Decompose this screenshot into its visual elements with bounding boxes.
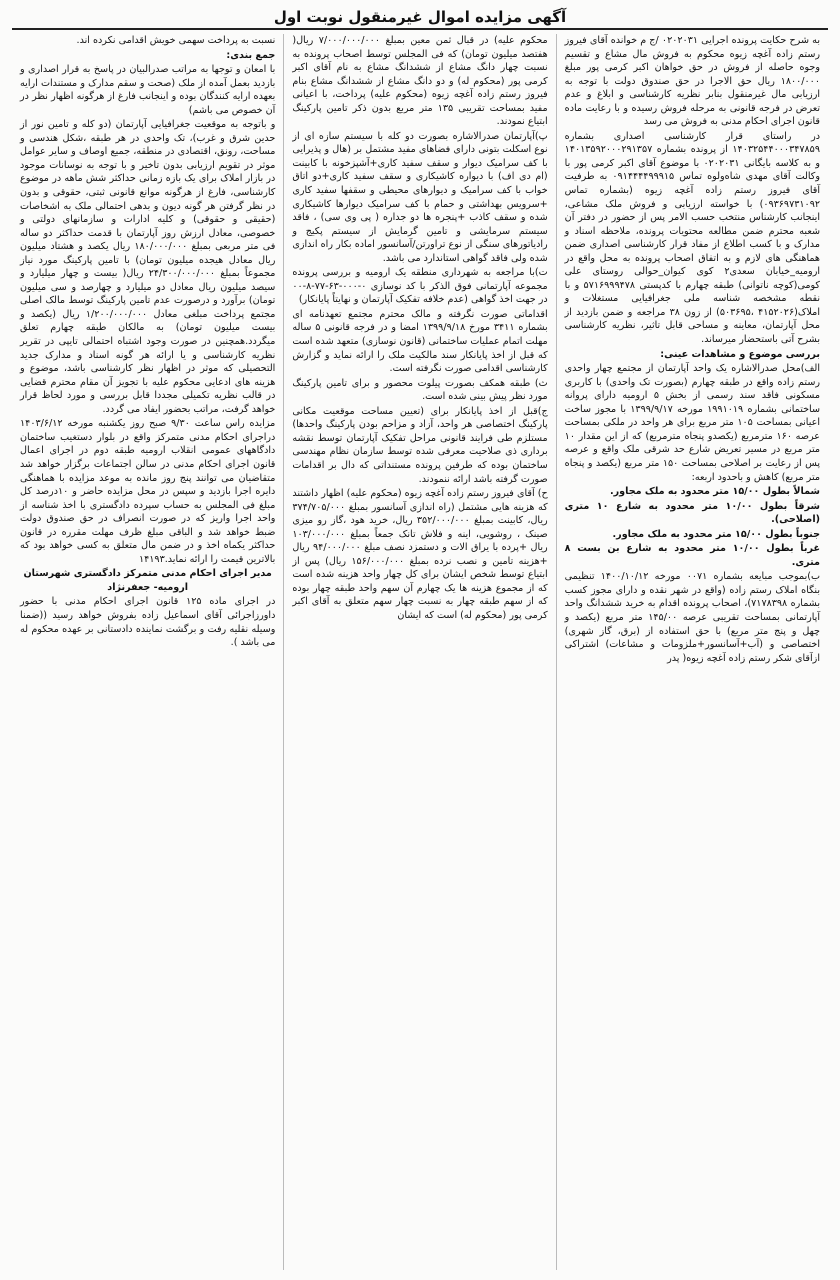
notice-columns bbox=[12, 34, 828, 1270]
paragraph: به شرح حکایت پرونده اجرایی ۰۲۰۲۰۳۱ /ج م خوانده آقای فیروز رستم زاده آغچه زیوه محکوم به فروش مال مشاع و تقسیم وجوه حاصله از فروش در حق خواهان اکبر کرمی پور مبلغ ۱۸۰۰/۰۰۰ ریال حق الاجرا در حق صندوق دولت با توجه به ارزیابی مال غیرمنقول بنابر نظریه کارشناسی و ابلاغ و عدم تعرض در فرجه قانونی به مرحله فروش رسیده و با رعایت ماده قانون اجرای احکام مدنی به فروش می رسد bbox=[564, 35, 820, 128]
boundary-east: شرقاً بطول ۱۰/۰۰ متر محدود به شارع ۱۰ متری (اصلاحی). bbox=[564, 500, 820, 526]
boundary-south: جنوباً بطول ۱۵/۰۰ متر محدود به ملک مجاور. bbox=[612, 528, 820, 540]
column-left bbox=[12, 34, 284, 1270]
section-heading: جمع بندی: bbox=[226, 49, 276, 61]
paragraph: الف)محل صدرالاشاره یک واحد آپارتمان از مجتمع چهار واحدی رستم زاده واقع در طبقه چهارم (بصورت تک واحدی) با کاربری مسکونی فاقد سند رسمی از بخش ۵ ارومیه دارای پروانه ساختمانی بشماره ۱۹۹۱۰۱۹ مورخه ۱۳۹۹/۹/۱۷ با مجوز ساخت اعیانی بمساحت ۱۰۵ متر مربع برای هر واحد در ملکی بمساحت عرصه ۱۶۰ مترمربع (یکصدو پنجاه مترمربع) که از این مقدار ۱۰ متر مربع در مسیر تعریض شارع حد شرقی ملک واقع و عرصه پس از رعایت بر اصلاحی بمساحت ۱۵۰ متر مربع (یکصد و پنجاه متر مربع) کاهش و باحدود اربعه: bbox=[564, 363, 820, 483]
column-middle bbox=[284, 34, 556, 1270]
paragraph: اقداماتی صورت نگرفته و مالک محترم مجتمع تعهدنامه ای بشماره ۳۴۱۱ مورخ ۱۳۹۹/۹/۱۸ امضا و در فرجه قانونی ۵ ساله مهلت اتمام عملیات ساختمانی (قانون نوسازی) متعهد شده است که قبل از اخذ پایانکار سند مالکیت ملک را ارائه نماید و گزارش کارشناسی اقدامی صورت نگرفته است. bbox=[292, 308, 548, 375]
paragraph: ث) طبقه همکف بصورت پیلوت محصور و برای تامین پارکینگ مورد نظر پیش بینی شده است. bbox=[292, 377, 548, 403]
signature-line: مدیر اجرای احکام مدنی متمرکز دادگستری شهرستان ارومیه- جعفرنژاد bbox=[23, 568, 272, 593]
paragraph: ح) آقای فیروز رستم زاده آغچه زیوه (محکوم علیه) اظهار داشتند که هزینه هایی مشتمل (راه اندازی آسانسور بمبلغ ۳۷۴/۷۰۵/۰۰۰ ریال، کابینت بمبلغ ۳۵۲/۰۰۰/۰۰۰ ریال، خرید هود ،گاز رو میزی صینک ، روشویی، اینه و فلاش تانک جمعاً بمبلغ ۱۰۳/۰۰۰/۰۰۰ ریال +پرده با یراق الات و دستمزد نصف مبلغ ۹۴/۰۰۰/۰۰۰ ریال +هزینه تامین و نصب نرده بمبلغ ۱۵۶/۰۰۰/۰۰۰ ریال) پس از ابتیاع توسط شخص ایشان برای کل چهار واحد هزینه شده است که از مجموع هزینه ها یک چهارم آن سهم واحد طبقه چهار بوده که از سهم طبقه چهار به نسبت چهار سهم متعلق به آقای اکبر کرمی پور (محکوم له) است که ایشان bbox=[292, 488, 548, 621]
section-heading: بررسی موضوع و مشاهدات عینی: bbox=[660, 348, 820, 360]
paragraph: و باتوجه به موقعیت جغرافیایی آپارتمان (دو کله و تامین نور از حدین شرق و غرب)، تک واحدی در هر طبقه ،شکل هندسی و مساحت، رونق، اقتصادی در منطقه، جمیع اوصاف و سایر عوامل موثر در تقویم ارزیابی بدون تاخیر و با توجه به نوسانات موجود در بازار املاک برای یک بازه زمانی حداکثر شش ماهه در موضوع کارشناسی، فارغ از هرگونه موانع قانونی ثبتی، حقوقی و بدون در نظر گرفتن هر گونه دیون و بدهی احتمالی ملک به اشخاصات (حقیقی و حقوقی) و کلیه ادارات و سازمانهای دولتی و خصوصی، معادل ارزش روز آپارتمان با قدمت حداکثر دو ساله فی متر مربعی بمبلغ ۱۸۰/۰۰۰/۰۰۰ ریال یکصد و هشتاد میلیون ریال معادل هیجده میلیون تومان) با تامین پارکینگ مورد نیاز مجموعاً بمبلغ ۲۴/۳۰۰/۰۰۰/۰۰۰ ریال( بیست و چهار میلیارد و سیصد میلیون ریال معادل دو میلیارد و چهارصد و سی میلیون تومان) برآورد و درصورت عدم تامین پارکینگ توسط مالک اصلی مجتمع پرداخت مبلغی معادل ۱/۲۰۰/۰۰۰/۰۰۰ ریال (یکصد و بیست میلیون تومان) به مالکان طبقه چهارم تعلق میگردد.همچنین در صورت وجود اشتباه احتمالی تایپی در تقریر نظریه کارشناسی و یا ارائه هر گونه اسناد و مدارک جدید التحصیلی که موثر در اظهار نظر کارشناسی باشد، موضوع و هزینه های ادعایی محکوم علیه با تجویز آن مقام محترم قضایی در قالب نظریه تکمیلی مجددا قابل بررسی و مورد لحاظ قرار خواهد گرفت، مراتب بحضور ایفاد می گردد. bbox=[20, 119, 276, 415]
paragraph: ج)قبل از اخذ پایانکار برای (تعیین مساحت موقعیت مکانی پارکینگ اختصاصی هر واحد، آزاد و مزاحم بودن پارکینگ واحدها) مستلزم طی فرایند قانونی مراحل تفکیک آپارتمان توسط نقشه برداری ذی صلاحیت معرفی شده توسط سازمان نظام مهندسی ساختمان بوده که طرفین پرونده مستنداتی که دال بر اقدامات صورت گرفته باشد ارائه ننمودند. bbox=[292, 405, 548, 485]
paragraph: با امعان و توجها به مراتب صدرالبیان در پاسخ به قرار اصداری و بازدید بعمل آمده از ملک (صحت و سقم مدارک و مستندات ارایه بعهده ارایه کنندگان بوده و اینجانب فارغ از هرگونه اظهار نظر در آن خصوص می باشم) bbox=[20, 64, 276, 116]
boundary-north: شمالاً بطول ۱۵/۰۰ متر محدود به ملک مجاور. bbox=[609, 486, 820, 498]
paragraph: پ)آپارتمان صدرالاشاره بصورت دو کله با سیستم سازه ای از نوع اسکلت بتونی دارای فضاهای مفید مشتمل بر (هال و پذیرایی با کف سرامیک دیوار و سقف سفید کاری+آشپزخونه با کابینت (ام دی اف) با دیواره کاشیکاری و سقف سفید کاری+دو اتاق خواب با کف سرامیک و دیوارهای محیطی و سقفها سفید کاری +سرویس بهداشتی و حمام با کف سرامیک دیوارها کاشیکاری شده و سقف کاذب +پنجره ها دو جداره ( پی وی سی) ، فاقد سیستم سرمایشی و تامین گرمایش از سیستم پکیج و رادیاتورهای سنگی از نوع تراورتن/آسانسور اماده بکار راه اندازی شده ولی فاقد گواهی استاندارد می باشد. bbox=[292, 130, 548, 264]
paragraph: در اجرای ماده ۱۲۵ قانون اجرای احکام مدنی با حضور داورزاجرائی آقای اسماعیل زاده بفروش خواهد رسید ((ضمنا وسیله نقلیه رفت و برگشت نماینده دادستانی بر عهده محکوم له می باشد ). bbox=[20, 596, 276, 649]
paragraph: ب)بموجب مبایعه بشماره ۰۰۷۱ مورخه ۱۴۰۰/۱۰/۱۲ تنظیمی بنگاه املاک رستم زاده (واقع در شهر نقده و دارای مجوز کسب بشماره ۷۱۷۸۳۹۸)، اصحاب پرونده اقدام به خرید ششدانگ واحد آپارتمانی بمساحت تقریبی عرصه ۱۴۵/۰۰ متر مربع (یکصد و چهل و پنج متر مربع) با حق استفاده از (برق، گاز شهری) اختصاصی و (آب+آسانسور+ملزومات و مشاعات) اشتراکی ازآقای شکر رستم زاده آغچه زیوه( پدر bbox=[564, 571, 821, 664]
paragraph: نسبت به پرداخت سهمی خویش اقدامی نکرده اند. bbox=[76, 35, 276, 46]
paragraph: ت)با مراجعه به شهرداری منطقه یک ارومیه و بررسی پرونده مجموعه آپارتمانی فوق الذکر با کد نوسازی ۰-۰۰۰-۶۳-۷۷-۸-۰۰ در جهت اخذ گواهی (عدم خلافه تفکیک آپارتمان و نهایتاً پایانکار) bbox=[292, 267, 548, 306]
column-right bbox=[557, 34, 828, 1270]
notice-title: آگهی مزایده اموال غیرمنقول نوبت اول bbox=[273, 8, 567, 26]
boundary-west: غرباً بطول ۱۰/۰۰ متر محدود به شارع بن بست ۸ متری. bbox=[564, 543, 820, 568]
title-bar bbox=[12, 6, 828, 30]
paragraph: در راستای قرار کارشناسی اصداری بشماره ۱۴۰۳۲۵۴۴۰۰۰۳۴۷۸۵۹ از پرونده بشماره ۱۴۰۱۳۵۹۲۰۰۰۲۹۱۳۵۷ و به کلاسه بایگانی ۰۲۰۲۰۳۱ با موضوع آقای اکبر کرمی پور با وکالت آقای مهدی شاه‌ولوه تماس ۰۹۱۴۴۴۴۹۹۹۱۵ به طرفیت آقای فیروز رستم زاده آغچه زیوه (بشماره تماس ۰۹۳۶۹۷۳۱۰۹۲) با خواسته ارزیابی و فروش ملک مشاعی، اینجانب کارشناس منتخب حسب الامر پس از حضور در دفتر آن شعبه محترم ضمن مطالعه محتویات پرونده، ملاحظه اسناد و مدارک و با کسب اطلاع از مفاد قرار کارشناسی اصداری ضمن هماهنگی های لازم و به اتفاق اصحاب پرونده به محل واقع در ارومیه_خیابان سعدی۲ کوی کیوان_حوالی روستای علی کومی(کوچه ناتوانی) طبقه چهارم با کدپستی ۵۷۱۶۹۹۹۴۷۸ و با نقطه مشخصه شناسه ملی جغرافیایی مستغلات و املاک(۴۱۵۲۰۲۶ ،۵۰۳۶۹۵) از زون ۳۸ مراجعه و ضمن بازدید از محل آپارتمان، معاینه و مساحی قابل تاثیر، نظریه کارشناسی بشرح آتی باستحضار میرساند. bbox=[564, 130, 820, 346]
paragraph: مزایده راس ساعت ۹/۳۰ صبح روز یکشنبه مورخه ۱۴۰۳/۶/۱۲ دراجرای احکام مدنی متمرکز واقع در بلوار دستغیب ساختمان دادگاههای عمومی انقلاب ارومیه طبقه دوم در اجرای اعمال قانون اجرای احکام مدنی در سالن اجتماعات برگزار خواهد شد متقاضیان می توانند پنج روز مانده به موعد مزایده با هماهنگی دایره اجرا بازدید و سپس در محل مزایده حاضر و ۱۰درصد کل مبلغ فی المجلس به حساب سپرده دادگستری با اخذ شناسه از واحد اجرا واریز که در صورت انصراف در حق صندوق دولت ضبط خواهد شد و الباقی مبلغ ظرف مهلت مقرره در قانون حداکثر یکماه اخذ و در ضمن مال متعلق به کسی خواهد بود که بالاترین قیمت را ارائه نماید.۱۴۱۹۳ bbox=[20, 418, 276, 565]
paragraph: محکوم علیه) در قبال ثمن معین بمبلغ ۷/۰۰۰/۰۰۰/۰۰۰ ریال( هفتصد میلیون تومان) که فی المجلس توسط اصحاب پرونده به نسبت چهار دانگ مشاع از ششدانگ مشاع به نام آقای اکبر کرمی پور (محکوم له) و دو دانگ مشاع از ششدانگ مشاع بنام فیروز رستم زاده آغچه زیوه (محکوم علیه) پرداخت، با اعیانی مفید بمساحت تقریبی ۱۳۵ متر مربع بدون ذکر تامین پارکینگ ابتیاع نمودند. bbox=[292, 35, 548, 128]
